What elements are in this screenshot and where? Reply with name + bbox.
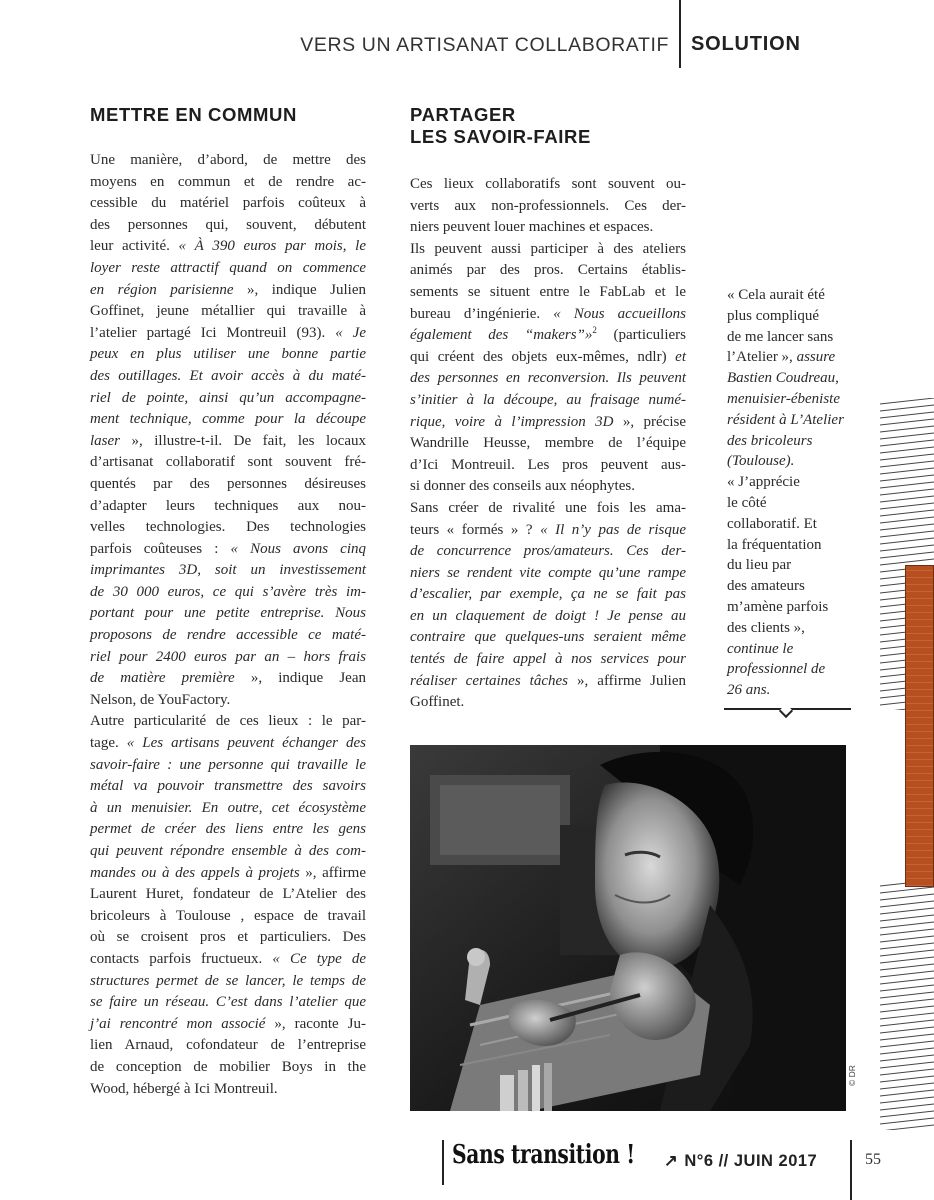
italic-segment: « Nous accueillons [553,305,686,322]
text-segment: », indique Julien [233,281,366,298]
footer-divider-right [850,1140,852,1200]
hatch-line [880,405,934,411]
italic-segment: (Toulouse). [727,453,795,470]
text-segment: Ces lieux collaboratifs sont souvent ou- [410,176,686,192]
italic-segment: de concurrence pros/amateurs. Ces der- [410,543,686,560]
hatch-line [880,454,934,460]
text-segment: quentés par des personnes désireuses [90,475,366,492]
text-line [90,431,366,453]
text-segment: « Cela aurait été [727,287,825,303]
text-line [90,755,366,777]
hatch-line [880,545,934,551]
hatch-line [880,1041,934,1047]
text-line [90,668,366,690]
text-line [90,711,366,733]
text-line [410,174,686,196]
text-segment: cessible du matériel parfois coûteux à [90,195,366,212]
hatch-line [880,1097,934,1103]
magazine-name: Sans transition ! [452,1140,635,1170]
italic-segment: réaliser certaines tâches [410,672,568,689]
pull-quote-notch [779,704,793,718]
text-segment: teurs « formés » ? [410,521,541,538]
text-line [410,260,686,282]
edge-hatching-bottom [880,880,934,1130]
hatch-line [880,1020,934,1026]
italic-segment: assure [796,349,836,366]
text-line [410,671,686,693]
text-segment: Laurent Huret, fondateur de L’Atelier des [90,886,366,903]
hatch-line [880,964,934,970]
italic-segment: loyer reste attractif quand on commence [90,259,366,276]
text-line [410,390,686,412]
text-segment: lien Arnaud, cofondateur de l’entreprise [90,1037,366,1054]
hatch-line [880,971,934,977]
pull-quote [727,285,857,701]
text-segment: », indique Jean [234,670,366,687]
text-segment: niers peuvent louer machines et espaces. [410,219,654,236]
hatch-line [880,1055,934,1061]
hatch-line [880,426,934,432]
issue-info [664,1151,817,1171]
text-line [727,410,857,431]
hatch-line [880,943,934,949]
text-line [90,1057,366,1079]
hatch-line [880,1013,934,1019]
text-segment: Une manière, d’abord, de mettre des [90,152,366,168]
left-column-heading: METTRE EN COMMUN [90,104,297,125]
hatch-line [880,1125,934,1130]
text-line [90,798,366,820]
hatch-line [880,999,934,1005]
hatch-line [880,915,934,921]
text-line [410,282,686,304]
text-line [90,344,366,366]
hatch-line [880,1118,934,1124]
hatch-line [880,468,934,474]
text-line [410,606,686,628]
text-line [727,327,857,348]
text-line [727,576,857,597]
issue-label: N°6 // JUIN 2017 [684,1152,818,1170]
hatch-line [880,440,934,446]
text-segment: qui créent des objets eux-mêmes, ndlr) [410,348,676,365]
text-segment: parfois coûteuses : [90,540,231,557]
text-line [727,535,857,556]
text-segment: l’atelier partagé Ici Montreuil (93). [90,324,336,341]
text-segment: », précise [613,413,686,430]
hatch-line [880,482,934,488]
hatch-line [880,489,934,495]
page-number: 55 [865,1151,881,1168]
hatch-line [880,398,934,404]
text-segment: (particuliers [596,327,686,344]
italic-segment: continue le [727,640,794,657]
text-line [90,301,366,323]
italic-segment: se faire un réseau. C’est dans l’atelier que [90,994,366,1011]
italic-segment: « Ce type de [272,950,366,967]
italic-segment: peux en plus utiliser une bonne partie [90,346,366,363]
text-segment: d’Ici Montreuil. Les pros peuvent aus- [410,456,686,473]
text-line [90,884,366,906]
craftsman-photo-image [410,745,846,1111]
italic-segment: ment technique, comme pour la découpe [90,411,366,428]
italic-segment: « À 390 euros par mois, le [178,238,366,255]
text-line [90,841,366,863]
text-line [727,431,857,452]
accent-band [905,565,934,887]
text-segment: », affirme [299,864,366,881]
text-segment: d’adapter leurs techniques aux nou- [90,497,366,514]
text-line [90,193,366,215]
text-line [727,555,857,576]
hatch-line [880,978,934,984]
hatch-line [880,887,934,893]
hatch-line [880,531,934,537]
italic-segment: « Je [335,324,366,341]
italic-segment: portant pour une petite entreprise. Nous [90,605,366,622]
hatch-line [880,950,934,956]
text-segment: Ils peuvent aussi participer à des ateliers [410,240,686,257]
text-line [727,389,857,410]
text-line [90,560,366,582]
text-line [410,368,686,390]
italic-segment: riel pour 2400 euros par an – hors frais [90,648,366,665]
text-line [410,217,686,239]
hatch-line [880,552,934,558]
text-line [410,692,686,714]
text-line [727,347,857,368]
hatch-line [880,433,934,439]
text-line [727,597,857,618]
text-line [90,647,366,669]
text-segment: Wandrille Heusse, membre de l’équipe [410,435,686,452]
italic-segment: « Nous avons cinq [230,540,366,557]
text-line [90,1079,366,1101]
middle-heading-line2: LES SAVOIR-FAIRE [410,126,591,147]
hatch-line [880,1027,934,1033]
italic-segment: de 30 000 euros, ce qui s’avère très im- [90,583,366,600]
text-segment: « J’apprécie [727,474,800,491]
italic-segment: j’ai rencontré mon associé [90,1015,266,1032]
italic-segment: des bricoleurs [727,432,813,449]
italic-segment: des outillages. Et avoir accès à du maté- [90,367,366,384]
left-column-text [90,150,366,1100]
italic-segment: riel de pointe, ainsi qu’un accompagne- [90,389,366,406]
hatch-line [880,447,934,453]
text-line [410,563,686,585]
text-segment: du lieu par [727,557,792,574]
middle-column-text [410,174,686,714]
hatch-line [880,1111,934,1117]
middle-heading-line1: PARTAGER [410,104,516,125]
text-line [90,971,366,993]
text-segment: collaboratif. Et [727,515,817,532]
footer-divider-left [442,1140,444,1185]
italic-segment: de matière première [90,670,235,687]
italic-segment: d’escalier, par exemple, ça ne se fait pas [410,586,686,603]
italic-segment: structures permet de se lancer, le temps de [90,972,366,989]
text-segment: Sans créer de rivalité une fois les ama- [410,499,686,516]
italic-segment: à un menuisier. En outre, cet écosystème [90,799,366,816]
hatch-line [880,985,934,991]
text-segment: des personnes qui, souvent, débutent [90,216,366,233]
text-segment: des clients », [727,619,805,636]
text-line [410,304,686,326]
hatch-line [880,1090,934,1096]
text-segment: moyens en commun et de rendre ac- [90,173,366,190]
hatch-line [880,929,934,935]
text-segment: Nelson, de YouFactory. [90,691,231,708]
italic-segment: des personnes en reconversion. Ils peuvent [410,370,686,387]
italic-segment: « Les artisans peuvent échanger des [126,735,367,752]
text-segment: leur activité. [90,238,179,255]
text-segment: », affirme Julien [568,672,686,689]
text-line [727,472,857,493]
photo-credit: © DR [847,1065,857,1086]
text-line [90,236,366,258]
hatch-line [880,517,934,523]
text-line [410,325,686,347]
hatch-line [880,524,934,530]
text-line [727,451,857,472]
italic-segment: s’initier à la découpe, au fraisage numé- [410,391,686,408]
hatch-line [880,1083,934,1089]
italic-segment: également des “makers”» [410,327,593,344]
text-line [90,776,366,798]
text-line [727,368,857,389]
text-line [90,582,366,604]
text-line [90,150,366,172]
text-segment: animés par des pros. Certains établis- [410,262,686,279]
text-segment: l’Atelier », [727,349,797,366]
text-segment: Goffinet. [410,694,465,711]
text-line [90,452,366,474]
hatch-line [880,922,934,928]
text-segment: bricoleurs à Toulouse , espace de travail [90,907,366,924]
hatch-line [880,419,934,425]
italic-segment: métal va pouvoir transmettre des savoirs [90,778,366,795]
text-segment: Goffinet, jeune métallier qui travaille à [90,303,366,320]
text-line [727,659,857,680]
text-line [410,649,686,671]
italic-segment: 26 ans. [727,682,771,699]
italic-segment: en un claquement de doigt ! Je pense au [410,607,686,624]
hatch-line [880,461,934,467]
text-segment: le côté [727,494,767,511]
text-line [410,239,686,261]
text-segment: tage. [90,735,127,752]
text-segment: m’amène parfois [727,598,829,615]
text-line [410,476,686,498]
italic-segment: tentés de faire appel à nos services pour [410,651,686,668]
hatch-line [880,992,934,998]
italic-segment: en région parisienne [90,281,234,298]
italic-segment: contraire que quelques-uns seraient même [410,629,686,646]
arrow-icon: ↗ [664,1152,679,1170]
text-segment: verts aux non-professionnels. Ces der- [410,197,686,214]
text-line [90,863,366,885]
text-line [90,733,366,755]
text-segment: la fréquentation [727,536,822,553]
text-line [727,680,857,701]
text-line [727,306,857,327]
text-segment: si donner des conseils aux néophytes. [410,478,635,495]
text-segment: contacts parfois fructueux. [90,950,273,967]
italic-segment: rique, voire à l’impression 3D [410,413,614,430]
text-line [90,1014,366,1036]
hatch-line [880,1034,934,1040]
italic-segment: permet de créer des liens entre les gens [90,821,366,838]
hatch-line [880,1048,934,1054]
text-line [410,584,686,606]
footnote-marker: 2 [592,325,597,336]
text-line [410,433,686,455]
italic-segment: imprimantes 3D, soit un investissement [90,562,366,579]
text-segment: Wood, hébergé à Ici Montreuil. [90,1080,278,1097]
header-section: SOLUTION [691,33,801,55]
hatch-line [880,1076,934,1082]
text-line [90,323,366,345]
italic-segment: savoir-faire : une personne qui travaille le [90,756,366,773]
italic-segment: niers se rendent vite compte qu’une rampe [410,564,686,581]
text-line [410,412,686,434]
workshop-photo [410,745,846,1111]
text-line [727,285,857,306]
text-line [90,280,366,302]
text-line [727,639,857,660]
hatch-line [880,503,934,509]
text-segment: », raconte Ju- [265,1015,366,1032]
text-segment: sements se situent entre le FabLab et le [410,283,686,300]
italic-segment: Bastien Coudreau, [727,370,839,387]
middle-column-heading [410,104,591,148]
text-line [90,474,366,496]
hatch-line [880,908,934,914]
hatch-line [880,894,934,900]
text-segment: plus compliqué [727,307,820,324]
text-line [90,496,366,518]
text-segment: velles technologies. Des technologies [90,519,366,536]
italic-segment: menuisier-ébeniste [727,390,840,407]
text-line [410,627,686,649]
italic-segment: qui peuvent répondre ensemble à des com- [90,843,366,859]
hatch-line [880,1069,934,1075]
text-segment: », illustre-t-il. De fait, les locaux [120,432,366,449]
text-line [90,1035,366,1057]
hatch-line [880,1062,934,1068]
text-segment: où se croisent pros et particuliers. Des [90,929,366,946]
text-line [90,690,366,712]
italic-segment: résident à L’Atelier [727,411,844,428]
text-line [90,172,366,194]
text-segment: Autre particularité de ces lieux : le par- [90,713,366,730]
text-line [90,517,366,539]
italic-segment: et [675,348,686,365]
header-divider [679,0,681,68]
text-line [90,539,366,561]
text-line [410,520,686,542]
text-segment: des amateurs [727,578,805,595]
header-topic: VERS UN ARTISANAT COLLABORATIF [300,34,669,56]
text-line [727,493,857,514]
hatch-line [880,510,934,516]
text-line [90,388,366,410]
text-line [410,541,686,563]
text-segment: d’artisanat collaboratif sont souvent fré- [90,454,366,471]
text-line [90,215,366,237]
text-segment: de conception de mobilier Boys in the [90,1058,366,1075]
text-line [90,992,366,1014]
italic-segment: laser [90,432,120,449]
text-line [410,455,686,477]
text-line [90,625,366,647]
hatch-line [880,475,934,481]
hatch-line [880,496,934,502]
italic-segment: proposons de rendre accessible ce maté- [90,627,366,644]
hatch-line [880,1006,934,1012]
text-line [727,618,857,639]
text-line [410,347,686,369]
text-line [410,498,686,520]
hatch-line [880,538,934,544]
hatch-line [880,957,934,963]
text-segment: bureau d’ingénierie. [410,305,554,322]
hatch-line [880,901,934,907]
text-line [90,819,366,841]
hatch-line [880,412,934,418]
text-line [410,196,686,218]
italic-segment: « Il n’y pas de risque [540,521,686,538]
italic-segment: professionnel de [727,661,826,678]
text-segment: de me lancer sans [727,328,834,345]
text-line [90,906,366,928]
text-line [90,409,366,431]
hatch-line [880,936,934,942]
hatch-line [880,1104,934,1110]
text-line [90,949,366,971]
text-line [90,366,366,388]
italic-segment: mandes ou à des appels à projets [90,864,300,881]
text-line [90,258,366,280]
text-line [90,927,366,949]
text-line [90,603,366,625]
text-line [727,514,857,535]
